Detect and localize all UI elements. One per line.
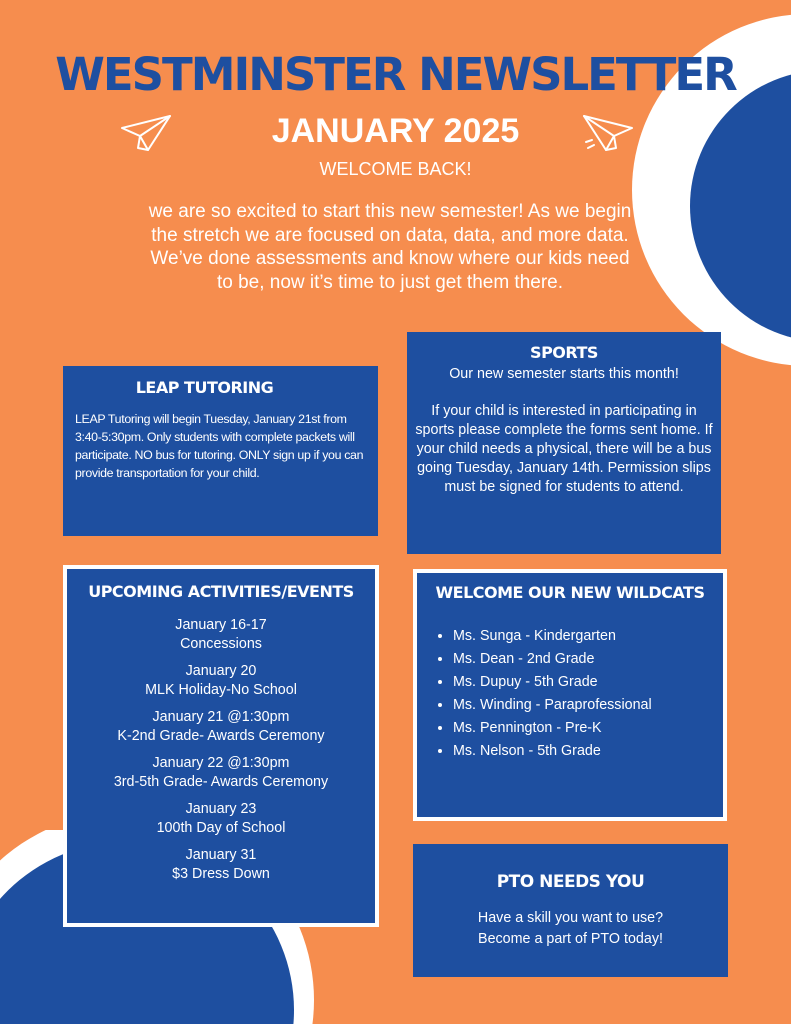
newsletter-title: WESTMINSTER NEWSLETTER <box>55 48 736 101</box>
event-item <box>75 662 367 700</box>
event-item <box>75 616 367 654</box>
event-date: January 21 @1:30pm <box>152 709 290 725</box>
list-item: • Ms. Sunga - Kindergarten <box>453 625 715 648</box>
leap-body: LEAP Tutoring will begin Tuesday, January 21st from 3:40-5:30pm. Only students with complete packets will participate. NO bus for tutoring. ONLY sign up if you can provide transportation for your child. <box>75 412 364 480</box>
pto-box <box>413 844 728 977</box>
event-description: Concessions <box>180 636 262 652</box>
event-item <box>75 708 367 746</box>
events-heading: UPCOMING ACTIVITIES/EVENTS <box>88 582 354 601</box>
event-date: January 31 <box>185 847 257 863</box>
newsletter-month: JANUARY 2025 <box>271 112 520 150</box>
welcome-text: WELCOME BACK! <box>319 159 472 179</box>
wildcats-heading: WELCOME OUR NEW WILDCATS <box>435 583 705 602</box>
intro-paragraph: we are so excited to start this new semester! As we begin the stretch we are focused on data, data, and more data. We’ve done assessments and know where our kids need to be, now it’s time to just get them there. <box>148 201 632 293</box>
event-item <box>75 846 367 884</box>
leap-heading: LEAP TUTORING <box>135 378 274 397</box>
pto-heading: PTO NEEDS YOU <box>496 872 645 892</box>
sports-line-2: If your child is interested in participating in sports please complete the forms sent home. If your child needs a physical, there will be a bus going Tuesday, January 14th. Permission slips must be signed for students to attend. <box>415 403 713 495</box>
sports-line-1: Our new semester starts this month! <box>449 366 679 382</box>
sports-box <box>407 332 721 554</box>
new-wildcats-box <box>413 569 727 821</box>
list-item: • Ms. Nelson - 5th Grade <box>453 740 715 763</box>
paper-plane-icon <box>578 112 636 156</box>
event-date: January 22 @1:30pm <box>152 755 290 771</box>
event-description: 3rd-5th Grade- Awards Ceremony <box>113 774 329 790</box>
event-description: MLK Holiday-No School <box>145 682 297 698</box>
leap-tutoring-box <box>63 366 378 536</box>
event-date: January 23 <box>185 801 257 817</box>
staff-list <box>425 625 715 763</box>
upcoming-events-box <box>63 565 379 927</box>
sports-heading: SPORTS <box>530 343 598 362</box>
event-date: January 16-17 <box>175 617 267 633</box>
event-item <box>75 800 367 838</box>
list-item: • Ms. Pennington - Pre-K <box>453 717 715 740</box>
event-description: 100th Day of School <box>156 820 286 836</box>
event-date: January 20 <box>185 663 257 679</box>
pto-line-2: Become a part of PTO today! <box>478 931 663 947</box>
list-item: • Ms. Winding - Paraprofessional <box>453 694 715 717</box>
event-description: $3 Dress Down <box>172 866 270 882</box>
event-item <box>75 754 367 792</box>
list-item: • Ms. Dean - 2nd Grade <box>453 648 715 671</box>
pto-line-1: Have a skill you want to use? <box>477 910 664 926</box>
list-item: • Ms. Dupuy - 5th Grade <box>453 671 715 694</box>
event-description: K-2nd Grade- Awards Ceremony <box>117 728 325 744</box>
